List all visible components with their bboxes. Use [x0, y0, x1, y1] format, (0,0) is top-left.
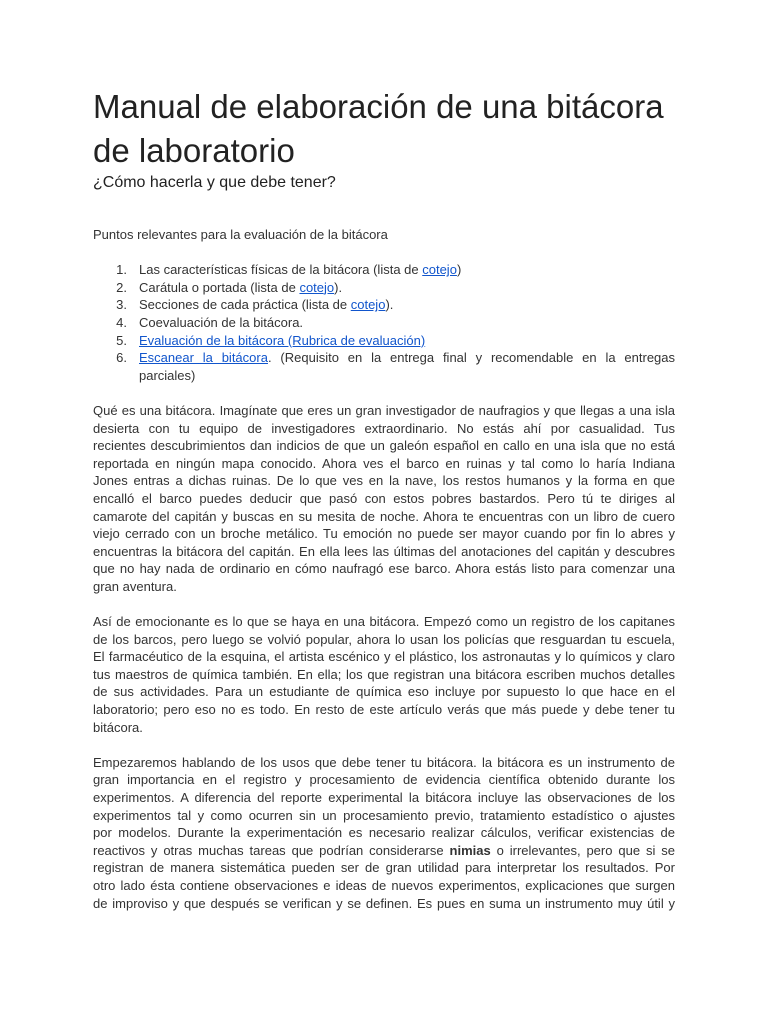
text-line: recientes descubrimientos dan indicios de que un galeón español en callo en una isla que no está: [93, 438, 675, 454]
rubric-link[interactable]: Evaluación de la bitácora (Rubrica de evaluación): [139, 332, 426, 348]
list-item: [93, 314, 675, 332]
text-line: Qué es una bitácora. Imagínate que eres un gran investigador de naufragios y que llegas a una isla: [93, 402, 675, 418]
text-line: reportada en ningún mapa conocido. Ahora ves el barco en ruinas y tal como lo haría Indiana: [93, 455, 675, 471]
emphasis-text: nimias: [449, 842, 491, 858]
text-line: [139, 367, 675, 385]
list-item-text: ).: [385, 297, 394, 313]
text-line: El farmacéutico de la esquina, el artista escénico y el plástico, los astronautas y lo químicos y claro: [93, 649, 675, 665]
text-line: de los barcos, pero luego se volvió popular, ahora lo usan los policías que resguardan tu escuela,: [93, 631, 675, 647]
text-line: encuentras la bitácora del capitán. En ella lees las últimas del anotaciones del capitán y descubres: [93, 543, 675, 559]
list-item-text: Secciones de cada práctica (lista de: [139, 297, 351, 313]
list-item-text: ): [456, 262, 462, 278]
list-number: 4.: [116, 314, 127, 330]
text-line: gran aventura.: [93, 578, 177, 594]
list-item-text: . (Requisito en la entrega final y recomendable en la entregas: [267, 350, 676, 366]
paragraph-que-es-una-bitacora: [93, 402, 675, 596]
text-segment: reactivos y otras muchas tareas que podrían considerarse: [93, 842, 450, 858]
list-number: 6.: [116, 350, 127, 366]
evaluation-list: [93, 261, 675, 384]
list-item-text: Coevaluación de la bitácora.: [139, 314, 304, 330]
text-line: encalló el barco puedes deducir que pasó con estos pobres bastardos. Pero tú te diriges al: [93, 490, 675, 506]
text-line: bitácora.: [93, 719, 143, 735]
text-line: que no hay nada de ordinario en cómo naufragó ese barco. Ahora estás listo para comenzar una: [93, 561, 675, 577]
page-title: Manual de elaboración de una bitácora de laboratorio: [93, 88, 664, 169]
text-line: experimentos. A diferencia del reporte experimental la bitácora incluye las observaciones de los: [93, 790, 675, 805]
text-line: viejo cerrado con un broche metálico. Tu emoción no puede ser mayor cuando por fin lo abres y: [93, 526, 675, 542]
paragraph-usos-de-la-bitacora: [93, 754, 675, 912]
text-line: Jones entras a dichas ruinas. De lo que ves en la nave, los restos humanos y la forma en que: [93, 473, 675, 489]
text-line: desierta con tu equipo de investigadores extraordinario. No estás ahí por casualidad. Tus: [93, 420, 675, 436]
text-line: otro lado ésta contiene observaciones e ideas de nuevos experimentos, explicaciones que surgen: [93, 877, 675, 893]
cotejo-link[interactable]: cotejo: [422, 262, 457, 278]
list-item: [93, 332, 675, 350]
text-line: tus maestros de química también. En ella; los que registran una bitácora escriben muchos detalles: [93, 666, 675, 682]
text-line: [93, 842, 675, 860]
text-line: Empezaremos hablando de los usos que debe tener tu bitácora. la bitácora es un instrumento de: [93, 754, 675, 770]
list-item-text: Las características físicas de la bitácora (lista de: [139, 262, 423, 278]
page-subtitle: ¿Cómo hacerla y que debe tener?: [93, 174, 336, 191]
text-line: laboratorio; pero eso no es todo. En resto de este artículo verás que más puede y debe tener tu: [93, 702, 675, 718]
cotejo-link[interactable]: cotejo: [299, 279, 335, 295]
list-number: 5.: [116, 332, 127, 348]
text-line: [139, 349, 675, 367]
text-line: registran de manera sistemática pueden ser de gran utilidad para interpretar los resultados. Por: [93, 860, 675, 876]
text-line: de improviso y que después se verifican y se definen. Es pues en suma un instrumento muy útil y: [93, 895, 675, 911]
text-line: de sus actividades. Para un estudiante de química eso incluye por supuesto lo que hace en el: [93, 684, 675, 700]
list-item: [93, 261, 675, 279]
paragraph-asi-de-emocionante: [93, 613, 675, 736]
text-line: Así de emocionante es lo que se haya en una bitácora. Empezó como un registro de los capitanes: [93, 614, 675, 630]
list-item-text: parciales): [139, 367, 196, 383]
cotejo-link[interactable]: cotejo: [350, 297, 386, 313]
text-line: por modelos. Durante la experimentación es necesario realizar cálculos, verificar existencias de: [93, 825, 675, 841]
list-number: 2.: [116, 279, 127, 295]
list-number: 1.: [116, 262, 127, 278]
list-item-text: ).: [334, 279, 343, 295]
list-item: [93, 279, 675, 297]
list-item: [93, 349, 675, 384]
list-item: [93, 296, 675, 314]
scan-logbook-link[interactable]: Escanear la bitácora: [139, 350, 268, 366]
document-page: [93, 85, 675, 912]
evaluation-heading: Puntos relevantes para la evaluación de la bitácora: [93, 227, 388, 242]
text-segment: o irrelevantes, pero que si se: [490, 842, 675, 858]
text-line: gran importancia en el registro y procesamiento de evidencia científica obtenido durante los: [93, 772, 675, 788]
list-number: 3.: [116, 297, 127, 313]
text-line: experimentos tal y como ocurren sin un procesamiento previo, tratamiento estadístico o ajustes: [93, 807, 675, 823]
list-item-text: Carátula o portada (lista de: [139, 279, 300, 295]
text-line: camarote del capitán y buscas en su mesita de noche. Ahora te encuentras con un libro de cuero: [93, 508, 675, 524]
